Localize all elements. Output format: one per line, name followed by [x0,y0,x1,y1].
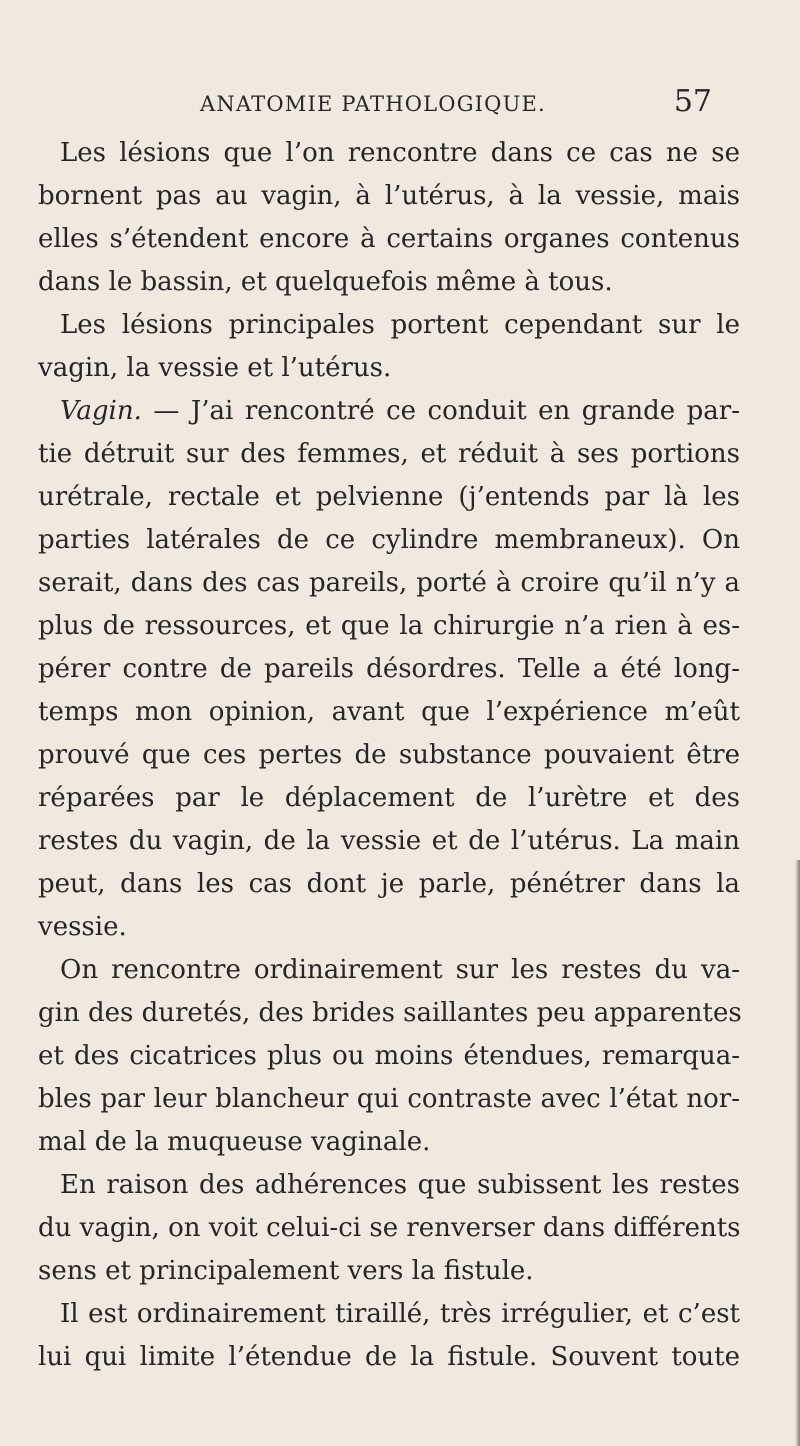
paragraph [38,1164,740,1293]
text-line: temps mon opinion, avant que l’expérience m’eût [38,697,740,727]
text-line: plus de ressources, et que la chirurgie n’a rien à es- [38,611,740,641]
text-line: lui qui limite l’étendue de la fistule. Souvent toute [38,1342,740,1372]
paragraph [38,304,740,390]
page-header [200,84,720,122]
text-line: parties latérales de ce cylindre membraneux). On [38,525,740,555]
text-line: et des cicatrices plus ou moins étendues, remarqua- [38,1041,740,1071]
text-line: vessie. [38,912,127,942]
page-edge-shadow [795,860,800,1446]
text-line: vagin, la vessie et l’utérus. [38,353,392,383]
paragraph [38,949,740,1164]
text-line: sens et principalement vers la fistule. [38,1256,534,1286]
text-line: Il est ordinairement tiraillé, très irrégulier, et c’est [60,1299,740,1329]
text-line: mal de la muqueuse vaginale. [38,1127,431,1157]
text-line: peut, dans les cas dont je parle, pénétrer dans la [38,869,740,899]
text-line [38,390,740,433]
page-number: 57 [673,84,712,119]
paragraph [38,1293,740,1379]
text-line: prouvé que ces pertes de substance pouvaient être [38,740,740,770]
paragraph [38,132,740,304]
text-line: gin des duretés, des brides saillantes peu apparentes [38,998,742,1028]
text-line-rest: — J’ai rencontré ce conduit en grande par- [141,396,740,426]
text-line: réparées par le déplacement de l’urètre et des [38,783,740,813]
text-line: urétrale, rectale et pelvienne (j’entends par là les [38,482,740,512]
text-line: En raison des adhérences que subissent les restes [60,1170,740,1200]
text-line: On rencontre ordinairement sur les restes du va- [60,955,740,985]
section-heading-vagin: Vagin. [60,396,142,426]
text-line: Les lésions principales portent cependant sur le [60,310,740,340]
running-title: ANATOMIE PATHOLOGIQUE. [200,92,546,116]
body-text [38,132,740,1379]
text-line: du vagin, on voit celui-ci se renverser dans différents [38,1213,741,1243]
text-line: bles par leur blancheur qui contraste avec l’état nor- [38,1084,740,1114]
paragraph-vagin [38,390,740,949]
text-line: Les lésions que l’on rencontre dans ce cas ne se [60,138,740,168]
text-line: tie détruit sur des femmes, et réduit à ses portions [38,439,740,469]
text-line: bornent pas au vagin, à l’utérus, à la vessie, mais [38,181,740,211]
text-line: serait, dans des cas pareils, porté à croire qu’il n’y a [38,568,740,598]
text-line: dans le bassin, et quelquefois même à tous. [38,267,613,297]
text-line: pérer contre de pareils désordres. Telle a été long- [38,654,740,684]
text-line: elles s’étendent encore à certains organes contenus [38,224,740,254]
text-line: restes du vagin, de la vessie et de l’utérus. La main [38,826,740,856]
